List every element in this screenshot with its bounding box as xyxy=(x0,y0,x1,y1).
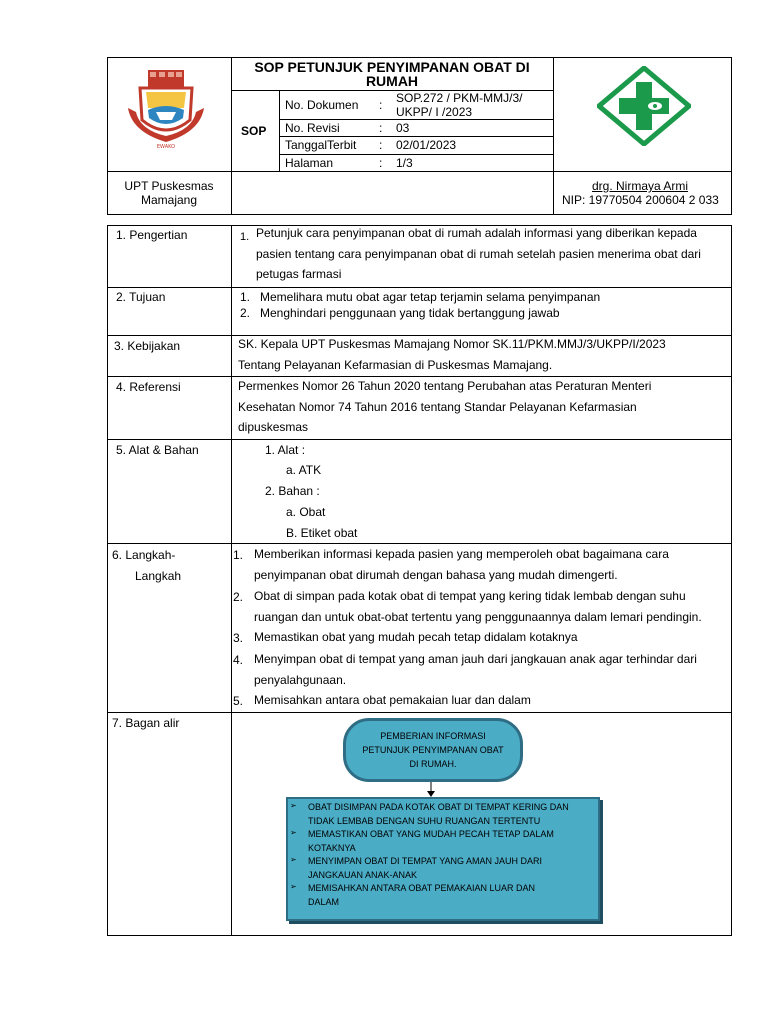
pengertian-text: Petunjuk cara penyimpanan obat di rumah adalah informasi yang diberikan kepada pasien tentang cara penyimpanan obat di rumah setelah pasien menerima obat dari petugas farmasi xyxy=(256,226,701,281)
document-title: SOP PETUNJUK PENYIMPANAN OBAT DI RUMAH xyxy=(254,59,530,89)
label-langkah-2: Langkah xyxy=(135,569,182,583)
city-seal-logo xyxy=(126,68,206,152)
kebijakan-text: SK. Kepala UPT Puskesmas Mamajang Nomor SK.11/PKM.MMJ/3/UKPP/I/2023 Tentang Pelayanan Kefarmasian di Puskesmas Mamajang. xyxy=(238,337,666,372)
signatory-name: drg. Nirmaya Armi xyxy=(592,179,689,193)
sop-label: SOP xyxy=(241,124,267,138)
label-kebijakan: 3. Kebijakan xyxy=(114,339,181,353)
label-langkah-1: 6. Langkah- xyxy=(112,548,176,562)
bullet-arrow-icon: ➢ xyxy=(290,855,297,864)
bullet-arrow-icon: ➢ xyxy=(290,882,297,891)
referensi-text: Permenkes Nomor 26 Tahun 2020 tentang Perubahan atas Peraturan Menteri Kesehatan Nomor 74 Tahun 2016 tentang Standar Pelayanan Kefarmasian dipuskesmas xyxy=(238,379,652,434)
svg-text:EWAKO: EWAKO xyxy=(156,144,176,150)
label-referensi: 4. Referensi xyxy=(116,380,181,394)
bullet-arrow-icon: ➢ xyxy=(290,828,297,837)
org-name: UPT Puskesmas Mamajang xyxy=(124,179,214,207)
signatory-nip: NIP: 19770504 200604 2 033 xyxy=(562,193,719,207)
label-pengertian: 1. Pengertian xyxy=(116,228,188,242)
label-bagan-alir: 7. Bagan alir xyxy=(112,716,180,730)
flowchart-steps-node: ➢ OBAT DISIMPAN PADA KOTAK OBAT DI TEMPAT KERING DAN TIDAK LEMBAB DENGAN SUHU RUANGAN TERTENTU ➢ MEMASTIKAN OBAT YANG MUDAH PECAH TETAP DALAM KOTAKNYA ➢ MENYIMPAN OBAT DI TEMPAT YANG AMAN JAUH DARI JANGKAUAN ANAK-ANAK ➢ MEMISAHKAN ANTARA OBAT PEMAKAIAN LUAR DAN DALAM xyxy=(286,797,600,921)
flowchart-start-node: PEMBERIAN INFORMASI PETUNJUK PENYIMPANAN OBAT DI RUMAH. xyxy=(343,718,523,782)
flowchart-arrow xyxy=(425,782,437,798)
bullet-arrow-icon: ➢ xyxy=(290,801,297,810)
label-tujuan: 2. Tujuan xyxy=(116,290,166,304)
puskesmas-logo xyxy=(597,66,691,146)
label-alat-bahan: 5. Alat & Bahan xyxy=(116,443,199,457)
pengertian-number: 1. xyxy=(240,231,250,243)
